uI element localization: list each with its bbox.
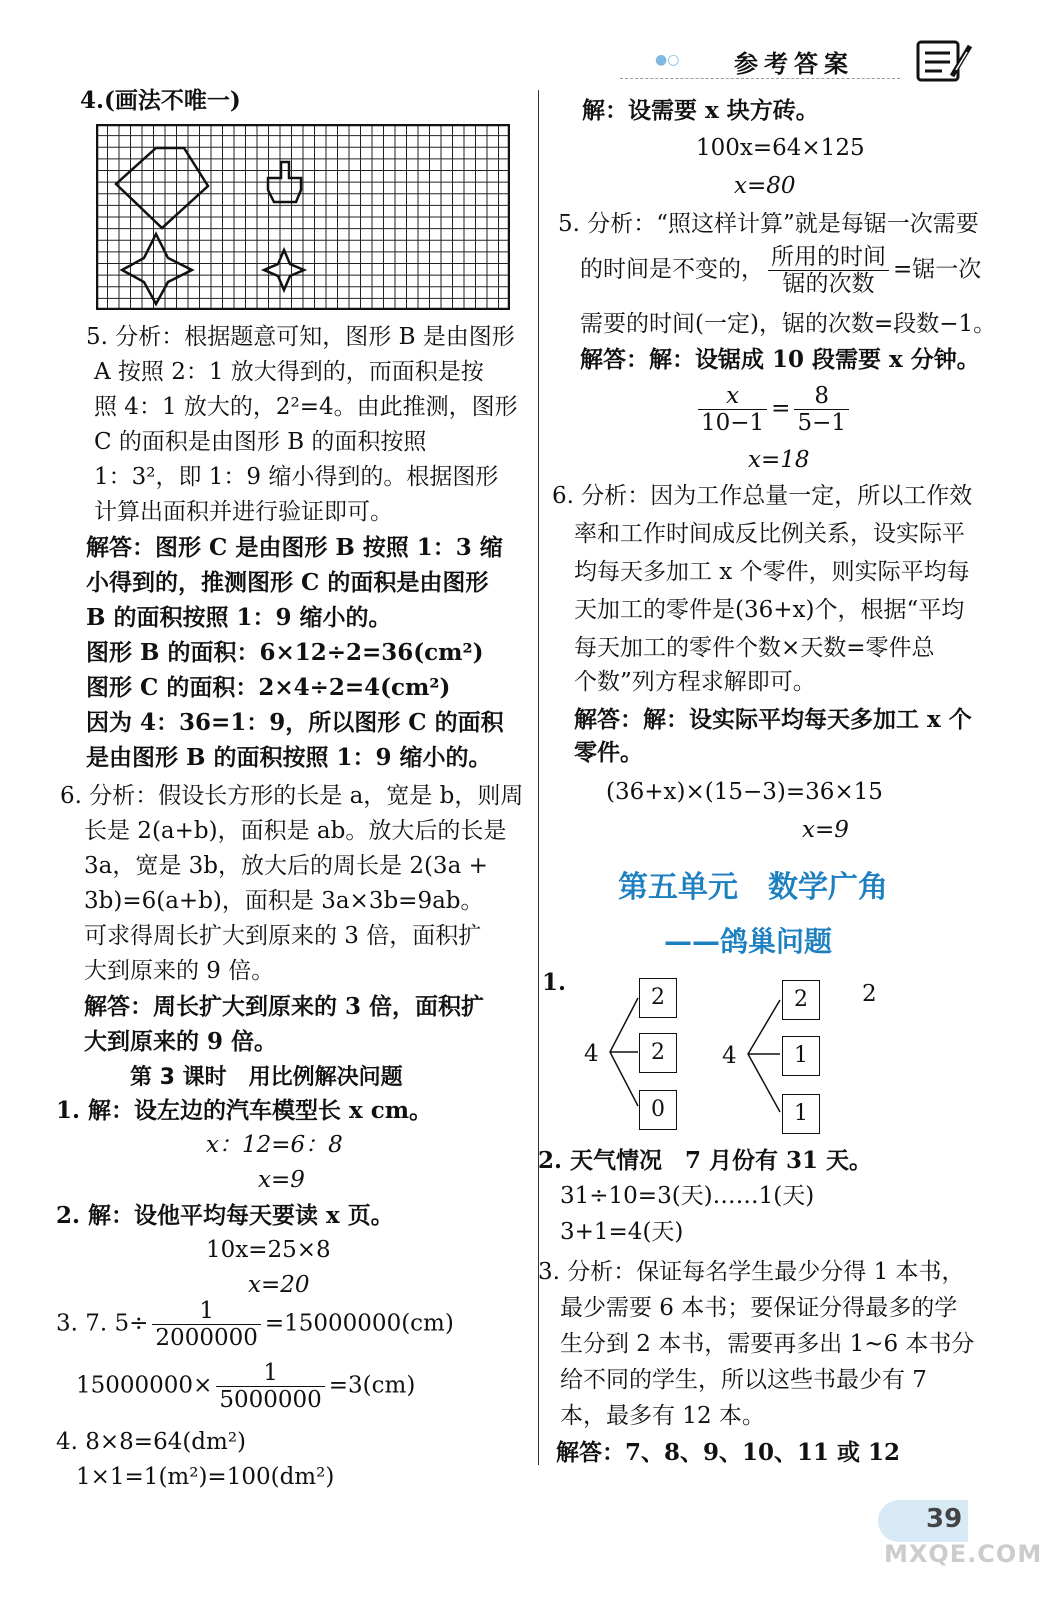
q5-line: 5. 分析：根据题意可知，图形 B 是由图形 <box>86 324 515 350</box>
l4-line1: 4. 8×8=64(dm²) <box>56 1429 247 1455</box>
q6-line: 6. 分析：假设长方形的长是 a，宽是 b，则周 <box>60 783 524 809</box>
r5-line2: 的时间是不变的， $\frac{\text{所用的时间}}{\text{锯的次数}}$ =锯一次 <box>580 244 982 297</box>
p2-line3: 3+1=4(天) <box>560 1219 684 1245</box>
right-box-1: 2 <box>782 980 820 1020</box>
r6-answer-line: 解答：解：设实际平均每天多加工 x 个 <box>574 706 972 733</box>
r6-answer-line: 零件。 <box>574 739 643 766</box>
l1-line: 1. 解：设左边的汽车模型长 x cm。 <box>56 1097 433 1124</box>
r6-line: 6. 分析：因为工作总量一定，所以工作效 <box>552 483 973 509</box>
p3-line: 本，最多有 12 本。 <box>560 1403 765 1429</box>
l3-prefix: 3. 7. 5÷ <box>56 1310 149 1337</box>
q6-answer-line: 大到原来的 9 倍。 <box>84 1028 278 1055</box>
unit-subtitle: ——鸽巢问题 <box>664 925 833 958</box>
q5-answer-line: 解答：图形 C 是由图形 B 按照 1：3 缩 <box>86 534 503 561</box>
l3-fraction-2: $\frac{1}{5000000}$ <box>216 1360 324 1413</box>
grid-figure <box>96 124 510 310</box>
left-box-3: 0 <box>639 1090 677 1130</box>
q5-answer-line: 图形 B 的面积：6×12÷2=36(cm²) <box>86 639 484 666</box>
r1-eq: 100x=64×125 <box>696 135 865 161</box>
q5-answer-line: 因为 4：36=1：9，所以图形 C 的面积 <box>86 709 504 736</box>
l2-line: 2. 解：设他平均每天要读 x 页。 <box>56 1202 394 1229</box>
r5-line4: 解答：解：设锯成 10 段需要 x 分钟。 <box>580 346 980 373</box>
r5-fraction: $\frac{\text{所用的时间}}{\text{锯的次数}}$ <box>768 244 889 297</box>
notepad-pencil-icon <box>912 36 974 86</box>
r6-result: x=9 <box>802 817 849 843</box>
q5-answer-line: 小得到的，推测图形 C 的面积是由图形 <box>86 569 489 596</box>
q5-line: 照 4：1 放大的，2²=4。由此推测，图形 <box>94 394 518 420</box>
left-root-number: 4 <box>584 1041 599 1067</box>
l3-line1 <box>56 1298 454 1351</box>
q5-line: 计算出面积并进行验证即可。 <box>94 499 393 525</box>
left-box-2: 2 <box>639 1033 677 1073</box>
p3-line: 3. 分析：保证每名学生最少分得 1 本书， <box>538 1259 965 1285</box>
l3-line2 <box>76 1360 415 1413</box>
r5-line1: 5. 分析：“照这样计算”就是每锯一次需要 <box>558 211 979 237</box>
q5-answer-line: B 的面积按照 1：9 缩小的。 <box>86 604 392 631</box>
p1-number: 1. <box>542 969 567 996</box>
l1-result: x=9 <box>258 1167 305 1193</box>
q6-line: 3b)=6(a+b)，面积是 3a×3b=9ab。 <box>84 888 484 914</box>
q6-line: 大到原来的 9 倍。 <box>84 958 275 984</box>
right-root-number: 4 <box>722 1043 737 1069</box>
p1-answer: 2 <box>862 981 877 1007</box>
r1-line: 解：设需要 x 块方砖。 <box>582 97 819 124</box>
header-line <box>620 78 900 79</box>
l3-fraction-1: $\frac{1}{2000000}$ <box>152 1298 260 1351</box>
l4-line2: 1×1=1(m²)=100(dm²) <box>76 1464 335 1490</box>
large-star-shape <box>122 234 192 304</box>
r5-result: x=18 <box>748 447 810 473</box>
right-box-2: 1 <box>782 1036 820 1076</box>
q5-line: 1：3²，即 1：9 缩小得到的。根据图形 <box>94 464 499 490</box>
q5-line: A 按照 2：1 放大得到的，而面积是按 <box>94 359 484 385</box>
header-dots: ●○ <box>655 52 680 68</box>
q6-line: 长是 2(a+b)，面积是 ab。放大后的长是 <box>84 818 507 844</box>
q6-line: 可求得周长扩大到原来的 3 倍，面积扩 <box>84 923 482 949</box>
r6-line: 率和工作时间成反比例关系，设实际平 <box>574 521 965 547</box>
p3-line: 生分到 2 本书，需要再多出 1~6 本书分 <box>560 1331 975 1357</box>
r1-result: x=80 <box>734 173 796 199</box>
q5-answer-line: 图形 C 的面积：2×4÷2=4(cm²) <box>86 674 451 701</box>
r6-line: 个数”列方程求解即可。 <box>574 669 816 695</box>
r6-line: 均每天多加工 x 个零件，则实际平均每 <box>574 559 970 585</box>
watermark-logo: MXQE.COM <box>884 1540 1043 1568</box>
q6-line: 3a，宽是 3b，放大后的周长是 2(3a + <box>84 853 488 879</box>
p3-answer: 解答：7、8、9、10、11 或 12 <box>556 1439 901 1466</box>
lesson3-title: 第 3 课时 用比例解决问题 <box>130 1065 403 1090</box>
r5-line3: 需要的时间(一定)，锯的次数=段数−1。 <box>580 311 997 337</box>
p3-line: 给不同的学生，所以这些书最少有 7 <box>560 1367 927 1393</box>
page-number: 39 <box>926 1504 963 1534</box>
q5-answer-line: 是由图形 B 的面积按照 1：9 缩小的。 <box>86 744 492 771</box>
q6-answer-line: 解答：周长扩大到原来的 3 倍，面积扩 <box>84 993 485 1020</box>
r5-equation: $\frac{x}{10-1}$ = $\frac{8}{5-1}$ <box>694 383 853 436</box>
unit-title: 第五单元 数学广角 <box>618 870 888 905</box>
l3-suffix2: =3(cm) <box>328 1372 416 1399</box>
q5-line: C 的面积是由图形 B 的面积按照 <box>94 429 427 455</box>
small-star-shape <box>264 250 304 290</box>
header-title: 参考答案 <box>734 50 854 78</box>
p2-line1: 2. 天气情况 7 月份有 31 天。 <box>538 1147 873 1174</box>
r6-equation: (36+x)×(15−3)=36×15 <box>606 779 883 805</box>
l3-line2-prefix: 15000000× <box>76 1372 213 1399</box>
l2-eq: 10x=25×8 <box>206 1237 331 1263</box>
pentagon-shape <box>116 148 208 228</box>
p2-line2: 31÷10=3(天)……1(天) <box>560 1183 815 1209</box>
p3-line: 最少需要 6 本书；要保证分得最多的学 <box>560 1295 958 1321</box>
q4-title: 4.(画法不唯一) <box>80 87 241 114</box>
r6-line: 每天加工的零件个数×天数=零件总 <box>574 635 935 661</box>
r6-line: 天加工的零件是(36+x)个，根据“平均 <box>574 597 965 623</box>
l2-result: x=20 <box>248 1272 310 1298</box>
left-box-1: 2 <box>639 978 677 1018</box>
l3-suffix1: =15000000(cm) <box>264 1310 454 1337</box>
right-box-3: 1 <box>782 1094 820 1134</box>
l1-eq: x：12=6：8 <box>206 1132 343 1158</box>
